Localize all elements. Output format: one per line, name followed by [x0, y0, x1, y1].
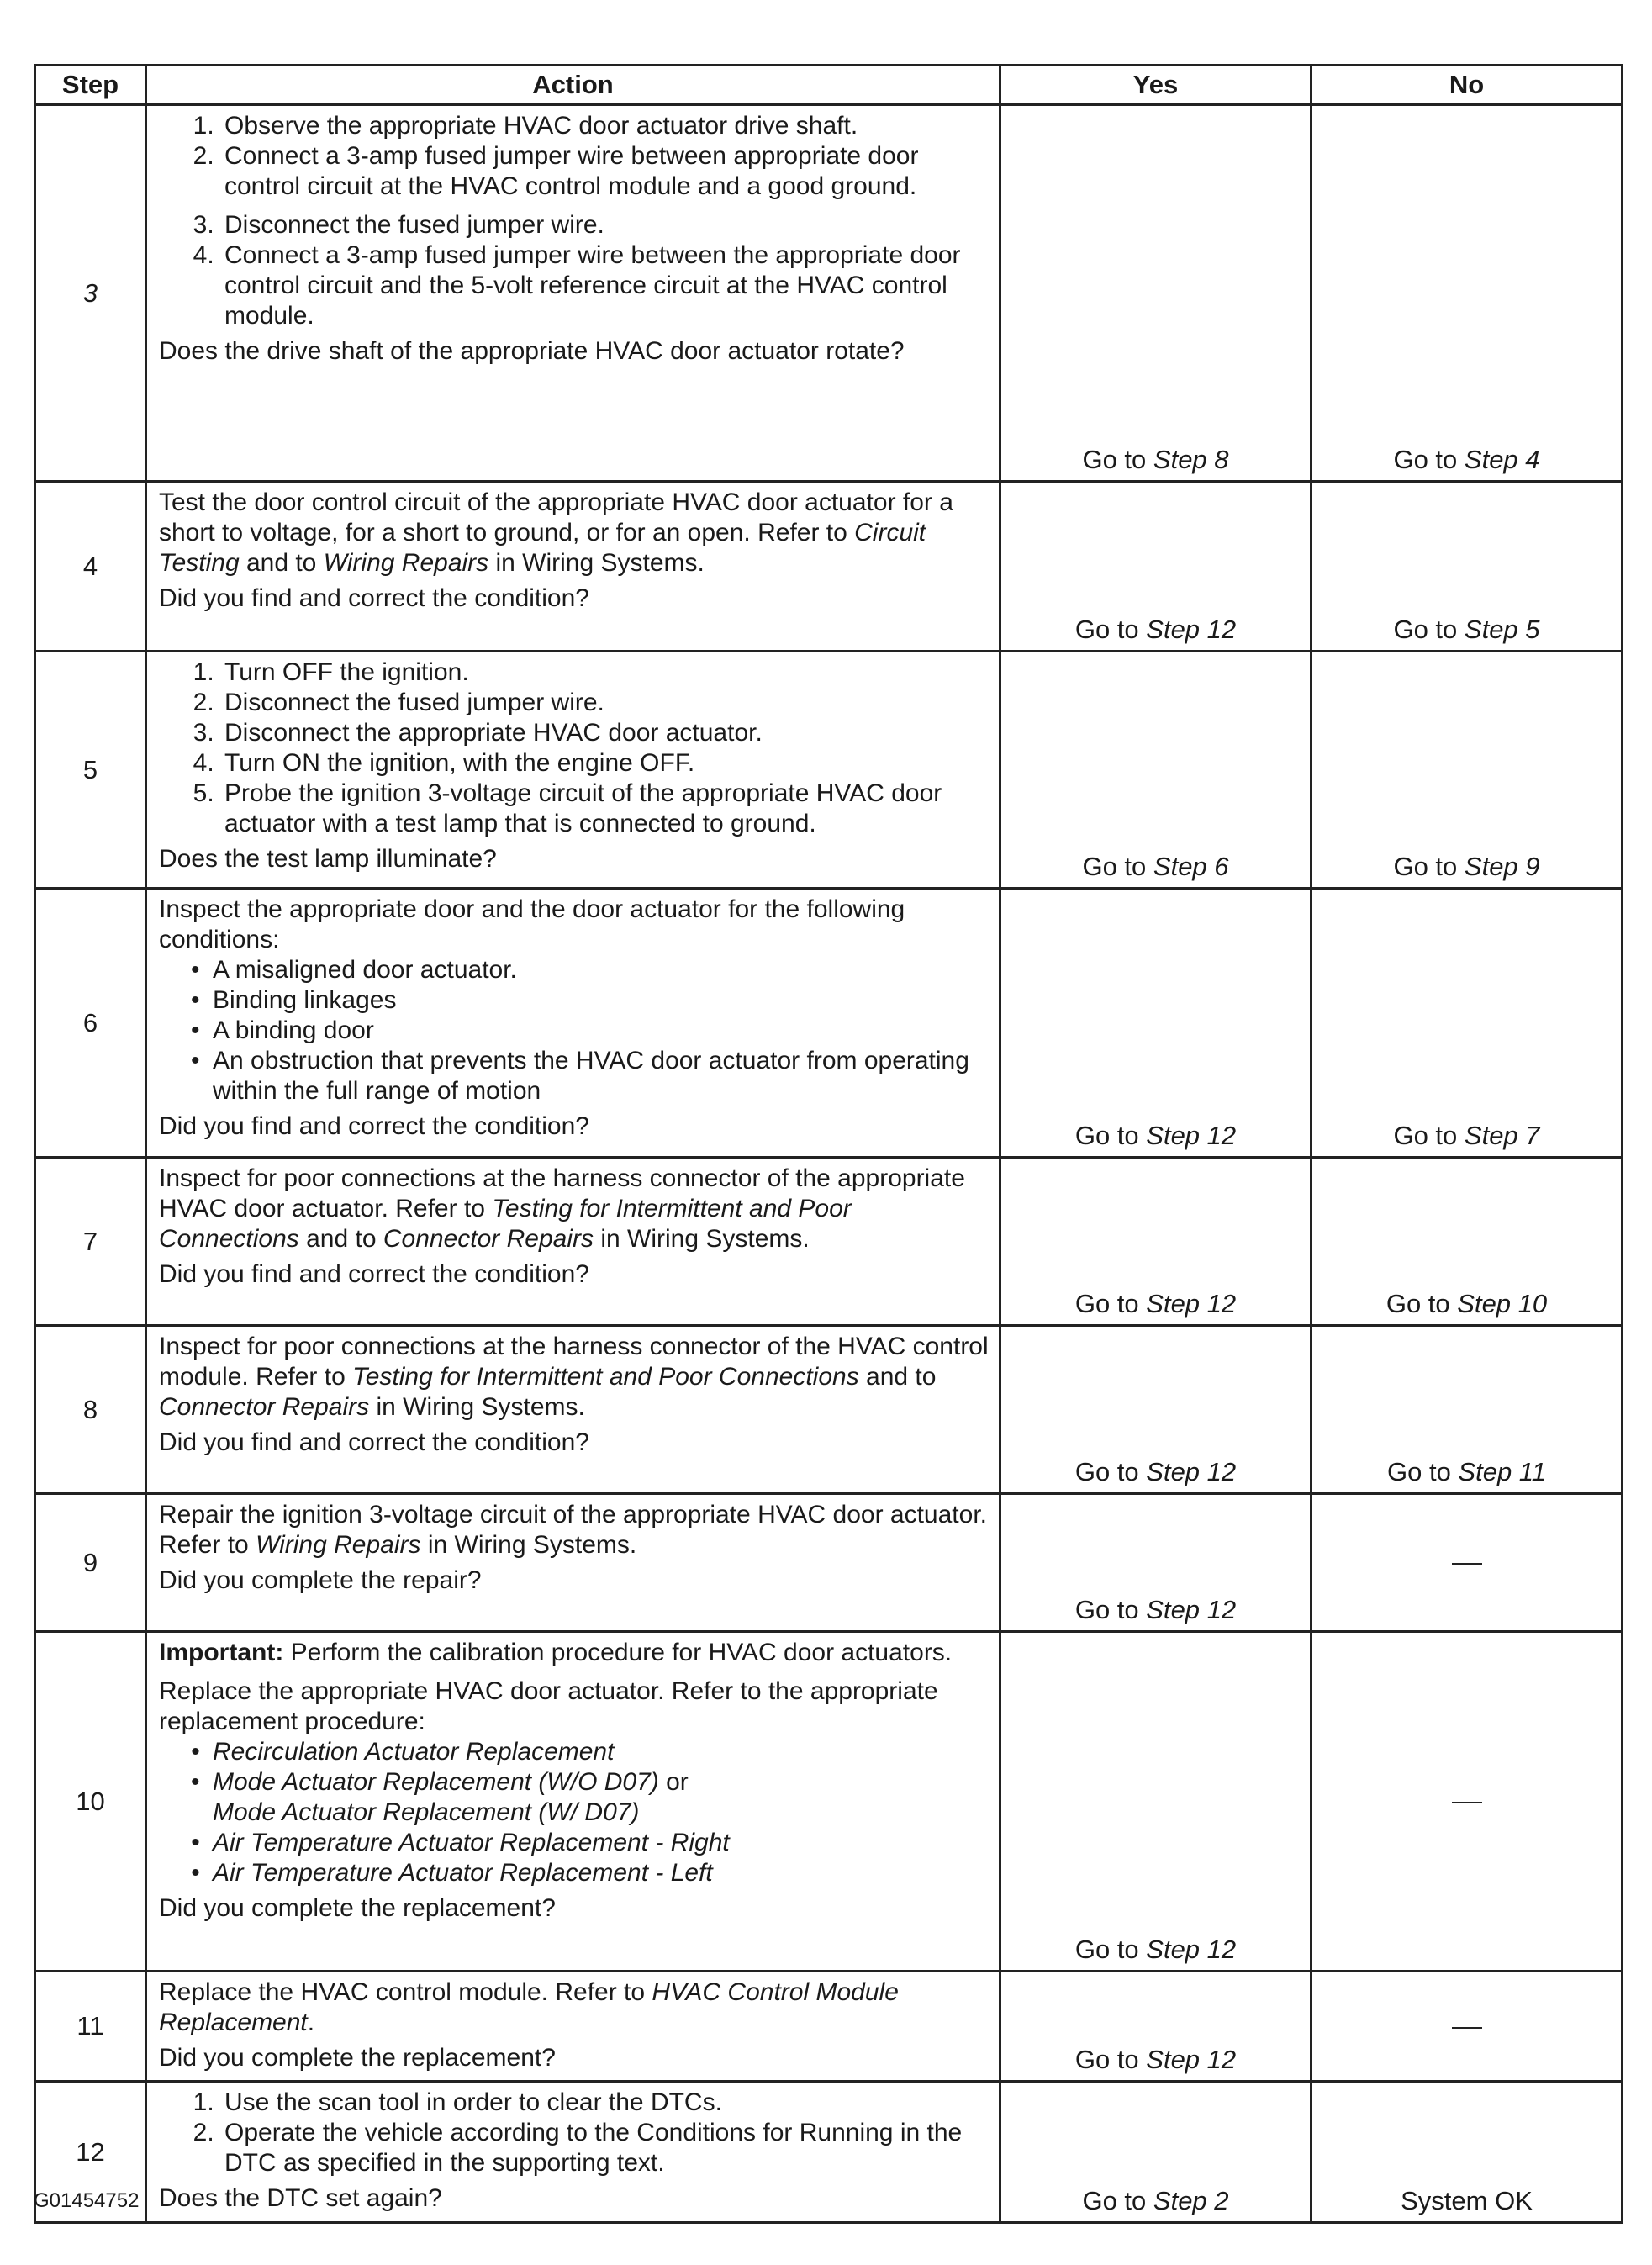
reference-link[interactable]: Testing for Intermittent and Poor Connections [352, 1363, 859, 1391]
list-item: 2. Disconnect the fused jumper wire. [221, 688, 989, 718]
question: Does the test lamp illuminate? [159, 845, 497, 873]
table-row [35, 889, 1623, 1158]
yes-cell [1000, 482, 1312, 652]
list-item: 2. Connect a 3-amp fused jumper wire between appropriate door control circuit at the HVAC control module and a good ground. [221, 141, 989, 202]
goto-prefix: Go to [1393, 615, 1465, 644]
no-cell [1312, 1494, 1623, 1632]
action-text: Inspect for poor connections at the harness connector of the appropriate HVAC door actuator. Refer to Testing for Intermittent and Poor Connections and to Connector Repairs in Wiring Systems. [159, 1164, 965, 1253]
reference-link[interactable]: • Air Temperature Actuator Replacement - Right [213, 1828, 989, 1858]
yes-cell [1000, 652, 1312, 889]
not-applicable-dash [1452, 2027, 1482, 2029]
step-number: 10 [35, 1632, 146, 1972]
list-item: 2. Operate the vehicle according to the Conditions for Running in the DTC as specified in the supporting text. [221, 2118, 989, 2178]
table-row [35, 482, 1623, 652]
yes-cell [1000, 105, 1312, 482]
no-cell [1312, 2082, 1623, 2223]
list-item: 3. Disconnect the appropriate HVAC door actuator. [221, 718, 989, 748]
question: Does the DTC set again? [159, 2184, 442, 2212]
goto-prefix: Go to [1074, 1457, 1147, 1486]
goto-prefix: Go to [1074, 2045, 1147, 2074]
step-number: 8 [35, 1326, 146, 1494]
no-cell [1312, 482, 1623, 652]
yes-cell [1000, 1158, 1312, 1326]
action-text: Repair the ignition 3-voltage circuit of the appropriate HVAC door actuator. Refer to Wiring Repairs in Wiring Systems. [159, 1501, 987, 1559]
reference-link[interactable]: Connector Repairs [159, 1393, 370, 1421]
list-item: 1. Observe the appropriate HVAC door actuator drive shaft. [221, 111, 989, 141]
table-row [35, 105, 1623, 482]
header-step: Step [35, 66, 146, 105]
list-item: 1. Turn OFF the ignition. [221, 657, 989, 688]
goto-prefix: Go to [1386, 1457, 1459, 1486]
result-text: System OK [1401, 2186, 1533, 2215]
step-link[interactable]: Step 12 [1146, 615, 1237, 644]
step-link[interactable]: Step 6 [1153, 852, 1229, 881]
goto-prefix: Go to [1074, 1595, 1147, 1624]
table-row [35, 1632, 1623, 1972]
yes-cell [1000, 2082, 1312, 2223]
step-link[interactable]: Step 7 [1464, 1121, 1540, 1150]
table-row [35, 1494, 1623, 1632]
question: Did you find and correct the condition? [159, 1260, 589, 1288]
step-number: 7 [35, 1158, 146, 1326]
step-link[interactable]: Step 12 [1146, 1121, 1237, 1150]
reference-link[interactable]: Mode Actuator Replacement (W/O D07) [213, 1768, 659, 1796]
question: Did you complete the repair? [159, 1566, 482, 1594]
reference-link[interactable]: Connector Repairs [383, 1225, 594, 1253]
action-cell [146, 1158, 1000, 1326]
yes-cell [1000, 1494, 1312, 1632]
goto-prefix: Go to [1074, 615, 1147, 644]
reference-link[interactable]: Wiring Repairs [256, 1531, 421, 1559]
question: Did you complete the replacement? [159, 1894, 556, 1922]
yes-cell [1000, 1632, 1312, 1972]
question: Does the drive shaft of the appropriate HVAC door actuator rotate? [159, 337, 905, 365]
list-item: 5. Probe the ignition 3-voltage circuit of the appropriate HVAC door actuator with a test lamp that is connected to ground. [221, 779, 989, 839]
action-cell [146, 652, 1000, 889]
table-row [35, 652, 1623, 889]
question: Did you find and correct the condition? [159, 1112, 589, 1140]
question: Did you complete the replacement? [159, 2044, 556, 2072]
action-text: Inspect for poor connections at the harness connector of the HVAC control module. Refer to Testing for Intermittent and Poor Connections and to Connector Repairs in Wiring Systems. [159, 1333, 989, 1421]
action-cell [146, 482, 1000, 652]
header-yes: Yes [1000, 66, 1312, 105]
step-number: 3 [35, 105, 146, 482]
table-row [35, 2082, 1623, 2223]
list-item: 4. Connect a 3-amp fused jumper wire between the appropriate door control circuit and the 5-volt reference circuit at the HVAC control module. [221, 240, 989, 331]
goto-prefix: Go to [1393, 1121, 1465, 1150]
step-link[interactable]: Step 2 [1153, 2186, 1229, 2215]
action-cell [146, 1494, 1000, 1632]
no-cell [1312, 105, 1623, 482]
diagnostic-table [34, 64, 1623, 2224]
list-item: • Binding linkages [213, 985, 989, 1016]
action-cell [146, 105, 1000, 482]
list-item: • A binding door [213, 1016, 989, 1046]
step-number: 4 [35, 482, 146, 652]
goto-prefix: Go to [1082, 2186, 1153, 2215]
reference-link[interactable]: Mode Actuator Replacement (W/ D07) [213, 1798, 640, 1826]
step-link[interactable]: Step 12 [1146, 1457, 1237, 1486]
list-item: • Mode Actuator Replacement (W/O D07) or Mode Actuator Replacement (W/ D07) [213, 1767, 989, 1828]
not-applicable-dash [1452, 1563, 1482, 1565]
action-text: Replace the appropriate HVAC door actuator. Refer to the appropriate replacement procedure: [159, 1677, 938, 1735]
action-cell [146, 1972, 1000, 2082]
step-link[interactable]: Step 8 [1153, 445, 1229, 474]
goto-prefix: Go to [1393, 445, 1465, 474]
yes-cell [1000, 1972, 1312, 2082]
step-number: 12 [35, 2082, 146, 2223]
step-link[interactable]: Step 12 [1146, 1289, 1237, 1318]
no-cell [1312, 1326, 1623, 1494]
header-action: Action [146, 66, 1000, 105]
list-item: 3. Disconnect the fused jumper wire. [221, 210, 989, 240]
no-cell [1312, 1632, 1623, 1972]
goto-prefix: Go to [1074, 1935, 1147, 1964]
table-row [35, 1972, 1623, 2082]
table-row [35, 1158, 1623, 1326]
list-item: 1. Use the scan tool in order to clear the DTCs. [221, 2088, 989, 2118]
no-cell [1312, 889, 1623, 1158]
action-cell [146, 889, 1000, 1158]
header-row [35, 66, 1623, 105]
step-link[interactable]: Step 4 [1464, 445, 1540, 474]
header-no: No [1312, 66, 1623, 105]
goto-prefix: Go to [1074, 1289, 1147, 1318]
reference-link[interactable]: Circuit Testing [159, 519, 926, 577]
list-item: 4. Turn ON the ignition, with the engine OFF. [221, 748, 989, 779]
action-cell [146, 1326, 1000, 1494]
list-item: • A misaligned door actuator. [213, 955, 989, 985]
step-link[interactable]: Step 12 [1146, 1595, 1237, 1624]
goto-prefix: Go to [1074, 1121, 1147, 1150]
reference-link[interactable]: Testing for Intermittent and Poor Connections [159, 1195, 852, 1253]
no-cell [1312, 1972, 1623, 2082]
step-link[interactable]: Step 11 [1458, 1457, 1546, 1486]
figure-id: G01454752 [34, 2189, 140, 2212]
no-cell [1312, 652, 1623, 889]
question: Did you find and correct the condition? [159, 584, 589, 612]
step-number: 11 [35, 1972, 146, 2082]
important-note: Important: Perform the calibration procedure for HVAC door actuators. [159, 1639, 953, 1666]
action-text: Replace the HVAC control module. Refer to HVAC Control Module Replacement. [159, 1978, 899, 2036]
reference-link[interactable]: HVAC Control Module Replacement [159, 1978, 899, 2036]
reference-link[interactable]: Wiring Repairs [323, 549, 489, 577]
step-link[interactable]: Step 5 [1464, 615, 1540, 644]
step-number: 9 [35, 1494, 146, 1632]
reference-link[interactable]: • Air Temperature Actuator Replacement - Left [213, 1858, 989, 1888]
yes-cell [1000, 1326, 1312, 1494]
step-link[interactable]: Step 9 [1464, 852, 1540, 881]
no-cell [1312, 1158, 1623, 1326]
step-link[interactable]: Step 10 [1457, 1289, 1548, 1318]
yes-cell [1000, 889, 1312, 1158]
goto-prefix: Go to [1082, 445, 1153, 474]
step-link[interactable]: Step 12 [1146, 2045, 1237, 2074]
action-text: Inspect the appropriate door and the door actuator for the following conditions: [159, 895, 905, 953]
step-link[interactable]: Step 12 [1146, 1935, 1237, 1964]
action-cell [146, 2082, 1000, 2223]
action-text: Test the door control circuit of the appropriate HVAC door actuator for a short to voltage, for a short to ground, or for an open. Refer to Circuit Testing and to Wiring Repairs in Wiring Systems. [159, 488, 953, 577]
reference-link[interactable]: • Recirculation Actuator Replacement [213, 1737, 989, 1767]
step-number: 5 [35, 652, 146, 889]
table-row [35, 1326, 1623, 1494]
goto-prefix: Go to [1385, 1289, 1458, 1318]
step-number: 6 [35, 889, 146, 1158]
not-applicable-dash [1452, 1802, 1482, 1803]
list-item: • An obstruction that prevents the HVAC door actuator from operating within the full range of motion [213, 1046, 989, 1106]
action-cell [146, 1632, 1000, 1972]
question: Did you find and correct the condition? [159, 1428, 589, 1456]
goto-prefix: Go to [1393, 852, 1465, 881]
goto-prefix: Go to [1082, 852, 1153, 881]
